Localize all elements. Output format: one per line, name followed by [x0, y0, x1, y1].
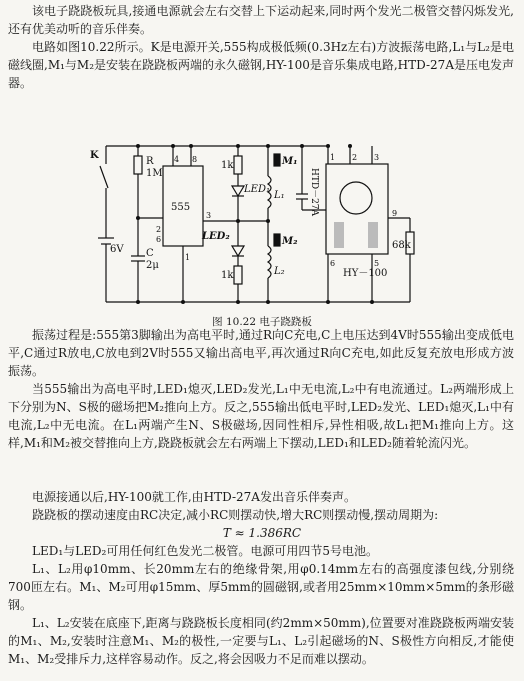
hy-pin-3-label: 3 — [374, 153, 380, 162]
capacitor-c-value: 2μ — [146, 260, 159, 271]
hy-pin-6-label: 6 — [330, 259, 336, 268]
circuit-diagram — [88, 126, 418, 316]
hy-pin-5-label: 5 — [374, 259, 380, 268]
resistor-r-label: R — [146, 156, 154, 167]
ic-555-label: 555 — [171, 202, 191, 213]
hy100-label: HY－100 — [343, 268, 388, 279]
magnet-m2-label: M₂ — [282, 236, 298, 247]
pin-3-label: 3 — [206, 211, 212, 220]
resistor-r-value: 1M — [146, 168, 163, 179]
capacitor-c-label: C — [146, 248, 154, 259]
coil-l2-label: L₂ — [274, 266, 285, 277]
paragraph-operation: 当555输出为高电平时,LED₁熄灭,LED₂发光,L₁中无电流,L₂中有电流通过。L₂两端形成上下分别为N、S极的磁场把M₂推向上方。反之,555输出低电平时,LED₂发光、LED₁熄灭,L₁中有电流,L₂中无电流。在L₁两端产生N、S极磁场,因同性相斥,异性相吸,故L₁把M₁推向上方。这样,M₁和M₂被交替推向上方,跷跷板就会左右两端上下摆动,LED₁和LED₂随着轮流闪光。 — [8, 382, 514, 450]
paragraph-music: 电源接通以后,HY-100就工作,由HTD-27A发出音乐伴奏声。 — [32, 490, 356, 504]
led2-label: LED₂ — [202, 231, 230, 242]
hy-pin-9-label: 9 — [392, 209, 398, 218]
switch-k-label: K — [90, 150, 99, 161]
pin-2-6-label: 2 — [156, 225, 162, 234]
pin-1-label: 1 — [185, 253, 191, 262]
pin-4-label: 4 — [174, 155, 180, 164]
paragraph-oscillation: 振荡过程是:555第3脚输出为高电平时,通过R向C充电,C上电压达到4V时555输出变成低电平,C通过R放电,C放电到2V时555又输出高电平,再次通过R向C充电,如此反复充放电形成方波振荡。 — [8, 328, 514, 378]
paragraph-coils-magnets: L₁、L₂用φ10mm、长20mm左右的绝缘骨架,用φ0.14mm左右的高强度漆包线,分别绕700匝左右。M₁、M₂可用φ15mm、厚5mm的圆磁钢,或者用25mm×10mm×5mm的条形磁钢。 — [8, 562, 514, 612]
resistor-1k-lower-label: 1k — [221, 270, 234, 281]
battery-label: 6V — [110, 244, 124, 255]
magnet-m1-label: M₁ — [282, 156, 298, 167]
htd-27a-label: HTD－27A — [309, 168, 319, 217]
coil-l1-label: L₁ — [274, 190, 285, 201]
paragraph-intro: 该电子跷跷板玩具,接通电源就会左右交替上下运动起来,同时两个发光二极管交替闪烁发光,还有优美动听的音乐伴奏。 — [8, 4, 514, 36]
hy-pin-2-label: 2 — [352, 153, 358, 162]
pin-8-label: 8 — [192, 155, 198, 164]
formula-period: T ≈ 1.386RC — [222, 526, 302, 540]
figure-caption: 图 10.22 电子跷跷板 — [212, 316, 312, 328]
resistor-68k-label: 68k — [392, 240, 411, 251]
paragraph-installation: L₁、L₂安装在底座下,距离与跷跷板长度相同(约2mm×50mm),位置要对准跷跷板两端安装的M₁、M₂,安装时注意M₁、M₂的极性,一定要与L₁、L₂引起磁场的N、S极性方向相反,才能使M₁、M₂受排斥力,这样容易动作。反之,将会因吸力不足而难以摆动。 — [8, 616, 514, 666]
paragraph-components: LED₁与LED₂可用任何红色发光二极管。电源可用四节5号电池。 — [32, 544, 378, 558]
resistor-1k-upper-label: 1k — [221, 160, 234, 171]
led1-label: LED₁ — [244, 184, 270, 195]
pin-6-label: 6 — [156, 235, 162, 244]
paragraph-period: 跷跷板的摆动速度由RC决定,减小RC则摆动快,增大RC则摆动慢,摆动周期为: — [32, 508, 439, 522]
paragraph-circuit-description: 电路如图10.22所示。K是电源开关,555构成极低频(0.3Hz左右)方波振荡电路,L₁与L₂是电磁线圈,M₁与M₂是安装在跷跷板两端的永久磁钢,HY-100是音乐集成电路,HTD-27A是压电发声器。 — [8, 40, 514, 90]
hy-pin-1-label: 1 — [330, 153, 336, 162]
